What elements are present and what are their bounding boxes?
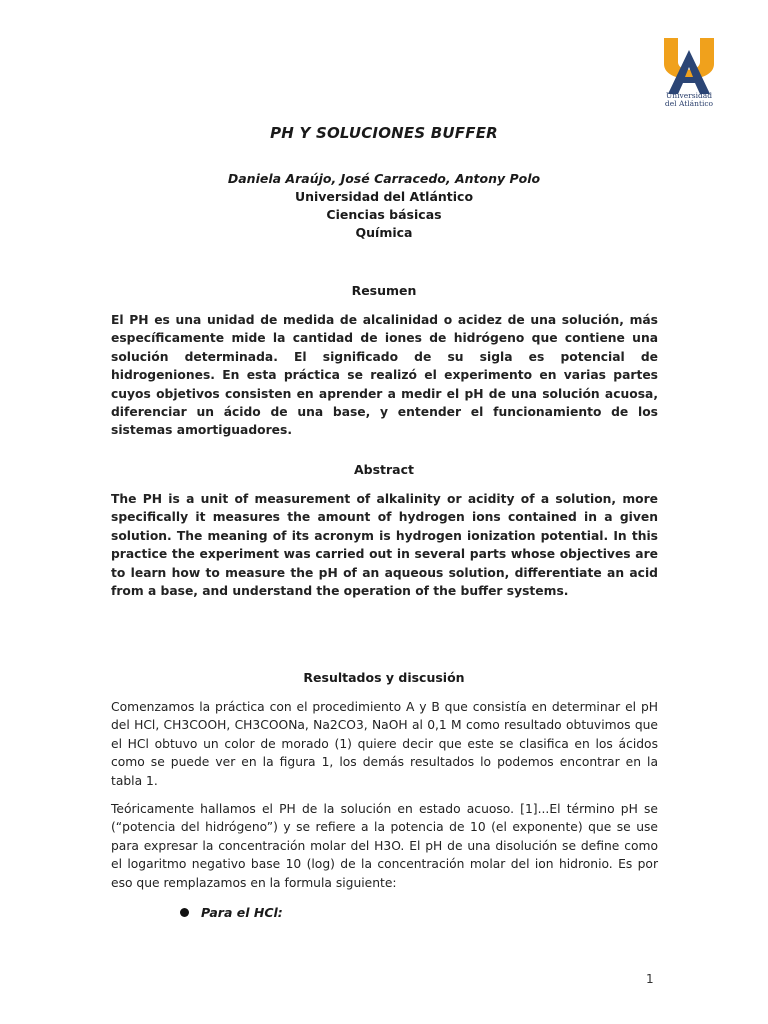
bullet-label: Para el HCl: — [201, 905, 283, 920]
document-title: PH Y SOLUCIONES BUFFER — [270, 124, 498, 142]
bullet-dot-icon — [180, 908, 189, 917]
author-names: Daniela Araújo, José Carracedo, Antony Polo — [227, 171, 541, 186]
affiliation: Universidad del Atlántico — [294, 189, 474, 204]
resumen-heading: Resumen — [351, 283, 417, 298]
program: Química — [355, 225, 413, 240]
results-paragraph-2: Teóricamente hallamos el PH de la solución en estado acuoso. [1]...El término pH se (“potencia del hidrógeno”) y se refiere a la potencia de 10 (el exponente) que se use para expresar la concentración molar del H3O. El pH de una disolución se define como el logaritmo negativo base 10 (log) de la concentración molar del ion hidronio. Es por eso que remplazamos en la formula siguiente: — [111, 802, 658, 890]
abstract-heading: Abstract — [353, 462, 415, 477]
results-paragraph-1: Comenzamos la práctica con el procedimiento A y B que consistía en determinar el pH del HCl, CH3COOH, CH3COONa, Na2CO3, NaOH al 0,1 M como resultado obtuvimos que el HCl obtuvo un color de morado (1) quiere decir que este se clasifica en los ácidos como se puede ver en la figura 1, los demás resultados lo podemos encontrar en la tabla 1. — [111, 700, 658, 788]
page-number: 1 — [646, 972, 654, 986]
logo-caption-line-2: del Atlántico — [664, 99, 714, 108]
resumen-text: El PH es una unidad de medida de alcalinidad o acidez de una solución, más específicamente mide la cantidad de iones de hidrógeno que contiene una solución determinada. El significado de su sigla es potencial de hidrogeniones. En esta práctica se realizó el experimento en varias partes cuyos objetivos consisten en aprender a medir el pH de una solución acuosa, diferenciar un ácido de una base, y entender el funcionamiento de los sistemas amortiguadores. — [111, 313, 658, 438]
logo-caption — [652, 92, 726, 108]
abstract-text: The PH is a unit of measurement of alkalinity or acidity of a solution, more specifically it measures the amount of hydrogen ions contained in a given solution. The meaning of its acronym is hydrogen ionization potential. In this practice the experiment was carried out in several parts whose objectives are to learn how to measure the pH of an aqueous solution, differentiate an acid from a base, and understand the operation of the buffer systems. — [111, 492, 658, 599]
author-block — [0, 170, 768, 242]
results-heading: Resultados y discusión — [303, 670, 465, 685]
bullet-item-hcl — [180, 905, 283, 920]
logo-caption-line-1: Universidad — [665, 91, 713, 100]
faculty: Ciencias básicas — [326, 207, 442, 222]
